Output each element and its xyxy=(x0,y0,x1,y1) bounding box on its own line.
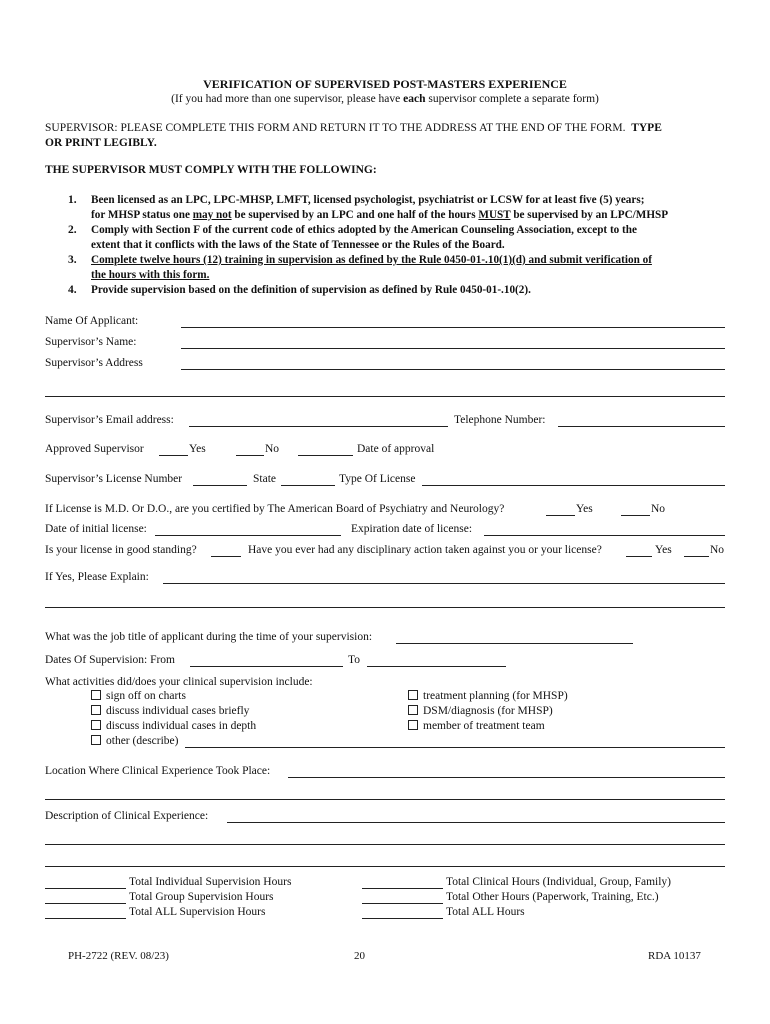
rda-number: RDA 10137 xyxy=(648,950,701,962)
form-subtitle xyxy=(0,93,770,105)
total-all-supervision-label: Total ALL Supervision Hours xyxy=(129,906,266,918)
total-field[interactable] xyxy=(45,888,126,889)
instructions-type: TYPE xyxy=(631,122,662,134)
activity-item[interactable] xyxy=(91,720,256,732)
disciplinary-question: Have you ever had any disciplinary action taken against you or your license? xyxy=(248,544,602,556)
description-label: Description of Clinical Experience: xyxy=(45,810,209,822)
comply-heading: THE SUPERVISOR MUST COMPLY WITH THE FOLLOWING: xyxy=(45,164,377,176)
disciplinary-yes-label: Yes xyxy=(655,544,672,556)
activities-question: What activities did/does your clinical supervision include: xyxy=(45,676,313,688)
total-field[interactable] xyxy=(362,903,443,904)
activity-item[interactable] xyxy=(91,735,178,747)
activity-item[interactable] xyxy=(91,705,249,717)
good-standing-field[interactable] xyxy=(211,556,241,557)
activity-label: discuss individual cases briefly xyxy=(106,705,250,717)
form-number: PH-2722 (REV. 08/23) xyxy=(68,950,169,962)
telephone-label: Telephone Number: xyxy=(454,414,546,426)
supervision-to-label: To xyxy=(348,654,360,666)
activity-label: DSM/diagnosis (for MHSP) xyxy=(423,705,553,717)
requirement-number: 1. xyxy=(68,194,77,206)
approved-no-field[interactable] xyxy=(236,455,264,456)
total-field[interactable] xyxy=(45,903,126,904)
requirement-number: 2. xyxy=(68,224,77,236)
md-do-yes-label: Yes xyxy=(576,503,593,515)
requirement-2-line1: Comply with Section F of the current code of ethics adopted by the American Counseling Association, except to the xyxy=(91,224,637,236)
activity-item[interactable] xyxy=(408,690,568,702)
email-field[interactable] xyxy=(189,426,448,427)
activity-label: discuss individual cases in depth xyxy=(106,720,257,732)
total-clinical-label: Total Clinical Hours (Individual, Group, Family) xyxy=(446,876,672,888)
description-field-3[interactable] xyxy=(45,866,725,867)
page-number: 20 xyxy=(354,950,365,962)
subtitle-bold: each xyxy=(403,93,426,105)
total-field[interactable] xyxy=(45,918,126,919)
checkbox-icon[interactable] xyxy=(91,690,101,700)
requirement-4-line1: Provide supervision based on the definition of supervision as defined by Rule 0450-01-.10(2). xyxy=(91,284,531,296)
state-label: State xyxy=(253,473,276,485)
supervision-dates-label: Dates Of Supervision: From xyxy=(45,654,176,666)
location-field[interactable] xyxy=(288,777,725,778)
subtitle-text: (If you had more than one supervisor, please have xyxy=(171,93,404,105)
requirement-number: 3. xyxy=(68,254,77,266)
md-do-no-field[interactable] xyxy=(621,515,650,516)
approved-no-label: No xyxy=(265,443,280,455)
requirement-number: 4. xyxy=(68,284,77,296)
total-field[interactable] xyxy=(362,918,443,919)
explain-field-2[interactable] xyxy=(45,607,725,608)
subtitle-text-end: supervisor complete a separate form) xyxy=(425,93,599,105)
requirement-1-line2 xyxy=(91,209,668,221)
requirement-2-line2: extent that it conflicts with the laws of the State of Tennessee or the Rules of the Board. xyxy=(91,239,505,251)
total-group-label: Total Group Supervision Hours xyxy=(129,891,274,903)
requirement-3-line2: the hours with this form. xyxy=(91,269,210,281)
activity-label: sign off on charts xyxy=(106,690,186,702)
disciplinary-no-label: No xyxy=(710,544,725,556)
applicant-name-label: Name Of Applicant: xyxy=(45,315,139,327)
total-field[interactable] xyxy=(362,888,443,889)
activity-item[interactable] xyxy=(408,705,553,717)
supervisor-name-field[interactable] xyxy=(181,348,725,349)
expiration-label: Expiration date of license: xyxy=(351,523,473,535)
instructions-line1 xyxy=(45,122,662,134)
total-individual-label: Total Individual Supervision Hours xyxy=(129,876,292,888)
checkbox-icon[interactable] xyxy=(91,705,101,715)
explain-field[interactable] xyxy=(163,583,725,584)
explain-label: If Yes, Please Explain: xyxy=(45,571,149,583)
disciplinary-no-field[interactable] xyxy=(684,556,709,557)
disciplinary-yes-field[interactable] xyxy=(626,556,652,557)
activity-label: member of treatment team xyxy=(423,720,545,732)
location-field-2[interactable] xyxy=(45,799,725,800)
description-field[interactable] xyxy=(227,822,725,823)
location-label: Location Where Clinical Experience Took Place: xyxy=(45,765,271,777)
license-number-label: Supervisor’s License Number xyxy=(45,473,183,485)
total-all-hours-label: Total ALL Hours xyxy=(446,906,525,918)
form-title: VERIFICATION OF SUPERVISED POST-MASTERS EXPERIENCE xyxy=(203,77,567,91)
req1-text-c: be supervised by an LPC/MHSP xyxy=(510,209,669,221)
supervision-from-field[interactable] xyxy=(190,666,343,667)
approved-yes-field[interactable] xyxy=(159,455,188,456)
supervisor-address-field[interactable] xyxy=(181,369,725,370)
expiration-field[interactable] xyxy=(484,535,725,536)
good-standing-question: Is your license in good standing? xyxy=(45,544,197,556)
supervisor-address-field-2[interactable] xyxy=(45,396,725,397)
activity-item[interactable] xyxy=(91,690,186,702)
initial-license-label: Date of initial license: xyxy=(45,523,147,535)
description-field-2[interactable] xyxy=(45,844,725,845)
activity-item[interactable] xyxy=(408,720,545,732)
req1-text-b: be supervised by an LPC and one half of the hours xyxy=(231,209,479,221)
job-title-label: What was the job title of applicant during the time of your supervision: xyxy=(45,631,373,643)
req1-must: MUST xyxy=(478,209,511,221)
license-type-field[interactable] xyxy=(422,485,725,486)
license-number-field[interactable] xyxy=(193,485,247,486)
md-do-no-label: No xyxy=(651,503,666,515)
other-describe-field[interactable] xyxy=(185,747,725,748)
req1-may-not: may not xyxy=(192,209,232,221)
instructions-text: SUPERVISOR: PLEASE COMPLETE THIS FORM AND RETURN IT TO THE ADDRESS AT THE END OF THE FORM. xyxy=(45,122,626,134)
job-title-field[interactable] xyxy=(396,643,633,644)
checkbox-icon[interactable] xyxy=(91,735,101,745)
approved-yes-label: Yes xyxy=(189,443,206,455)
md-do-yes-field[interactable] xyxy=(546,515,575,516)
supervisor-address-label: Supervisor’s Address xyxy=(45,357,143,369)
instructions-line2: OR PRINT LEGIBLY. xyxy=(45,137,157,149)
md-do-question: If License is M.D. Or D.O., are you certified by The American Board of Psychiatry and Neurology? xyxy=(45,503,505,515)
req1-text-a: for MHSP status one xyxy=(91,209,193,221)
license-type-label: Type Of License xyxy=(339,473,416,485)
checkbox-icon[interactable] xyxy=(91,720,101,730)
activity-label: other (describe) xyxy=(106,735,179,747)
checkbox-icon[interactable] xyxy=(408,705,418,715)
applicant-name-field[interactable] xyxy=(181,327,725,328)
email-label: Supervisor’s Email address: xyxy=(45,414,174,426)
activity-label: treatment planning (for MHSP) xyxy=(423,690,568,702)
initial-license-field[interactable] xyxy=(155,535,341,536)
approval-date-label: Date of approval xyxy=(357,443,435,455)
checkbox-icon[interactable] xyxy=(408,690,418,700)
state-field[interactable] xyxy=(281,485,335,486)
requirement-3-line1: Complete twelve hours (12) training in supervision as defined by the Rule 0450-01-.10(1)(d) and submit verification of xyxy=(91,254,652,266)
telephone-field[interactable] xyxy=(558,426,725,427)
checkbox-icon[interactable] xyxy=(408,720,418,730)
approved-supervisor-label: Approved Supervisor xyxy=(45,443,144,455)
supervision-to-field[interactable] xyxy=(367,666,506,667)
requirement-1-line1: Been licensed as an LPC, LPC-MHSP, LMFT, licensed psychologist, psychiatrist or LCSW for at least five (5) years; xyxy=(91,194,645,206)
approval-date-field[interactable] xyxy=(298,455,353,456)
supervisor-name-label: Supervisor’s Name: xyxy=(45,336,137,348)
total-other-label: Total Other Hours (Paperwork, Training, Etc.) xyxy=(446,891,659,903)
